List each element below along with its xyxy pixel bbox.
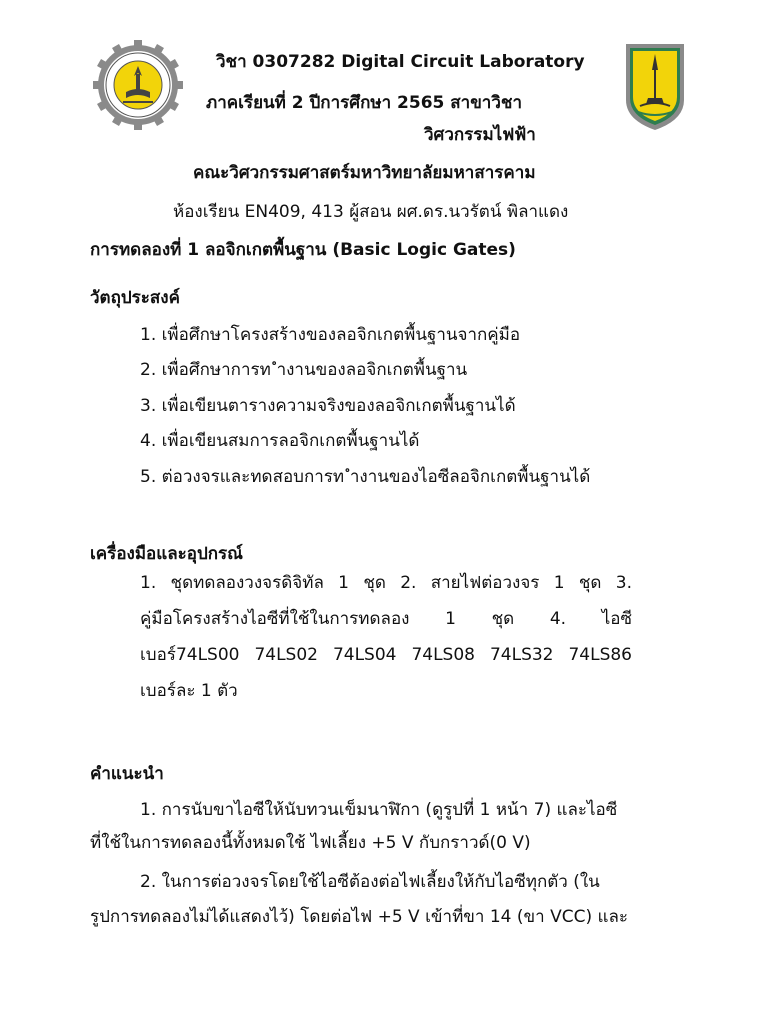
equipment-line: คู่มือโครงสร้างไอซีที่ใช้ในการทดลอง 1 ชุด 4. ไอซี — [140, 609, 632, 629]
faculty-line: คณะวิศวกรรมศาสตร์มหาวิทยาลัยมหาสารคาม — [193, 163, 536, 183]
objective-item: 1. เพื่อศึกษาโครงสร้างของลอจิกเกตพื้นฐานจากคู่มือ — [140, 325, 521, 345]
objective-item: 3. เพื่อเขียนตารางความจริงของลอจิกเกตพื้นฐานได้ — [140, 396, 516, 416]
instruction-line: รูปการทดลองไม่ได้แสดงไว้) โดยต่อไฟ +5 V เข้าที่ขา 14 (ขา VCC) และ — [90, 907, 628, 927]
objective-item: 2. เพื่อศึกษาการท ำงานของลอจิกเกตพื้นฐาน — [140, 360, 468, 380]
instruction-line: 2. ในการต่อวงจรโดยใช้ไอซีต้องต่อไฟเลี้ยงให้กับไอซีทุกตัว (ใน — [140, 872, 600, 892]
objective-item: 4. เพื่อเขียนสมการลอจิกเกตพื้นฐานได้ — [140, 431, 420, 451]
instructions-heading: คำแนะนำ — [90, 764, 164, 784]
equipment-paragraph — [140, 565, 632, 709]
instruction-line: 1. การนับขาไอซีให้นับทวนเข็มนาฬิกา (ดูรูปที่ 1 หน้า 7) และไอซี — [140, 800, 618, 820]
course-title: วิชา 0307282 Digital Circuit Laboratory — [216, 52, 585, 72]
objectives-heading: วัตถุประสงค์ — [90, 288, 180, 308]
objective-item: 5. ต่อวงจรและทดสอบการท ำงานของไอซีลอจิกเกตพื้นฐานได้ — [140, 467, 591, 487]
equipment-heading: เครื่องมือและอุปกรณ์ — [90, 544, 243, 564]
room-instructor-line: ห้องเรียน EN409, 413 ผู้สอน ผศ.ดร.นวรัตน์ พิลาแดง — [173, 202, 569, 222]
engineering-faculty-logo — [93, 40, 183, 130]
instruction-line: ที่ใช้ในการทดลองนี้ทั้งหมดใช้ ไฟเลี้ยง +5 V กับกราวด์(0 V) — [90, 833, 531, 853]
semester-line: ภาคเรียนที่ 2 ปีการศึกษา 2565 สาขาวิชา — [206, 93, 522, 113]
equipment-line: เบอร์ละ 1 ตัว — [140, 681, 238, 701]
experiment-title: การทดลองที่ 1 ลอจิกเกตพื้นฐาน (Basic Logic Gates) — [90, 240, 516, 260]
equipment-line: 1. ชุดทดลองวงจรดิจิทัล 1 ชุด 2. สายไฟต่อวงจร 1 ชุด 3. — [140, 573, 632, 593]
equipment-line: เบอร์74LS00 74LS02 74LS04 74LS08 74LS32 74LS86 — [140, 645, 632, 665]
major-line: วิศวกรรมไฟฟ้า — [424, 125, 536, 145]
university-logo — [620, 40, 690, 132]
